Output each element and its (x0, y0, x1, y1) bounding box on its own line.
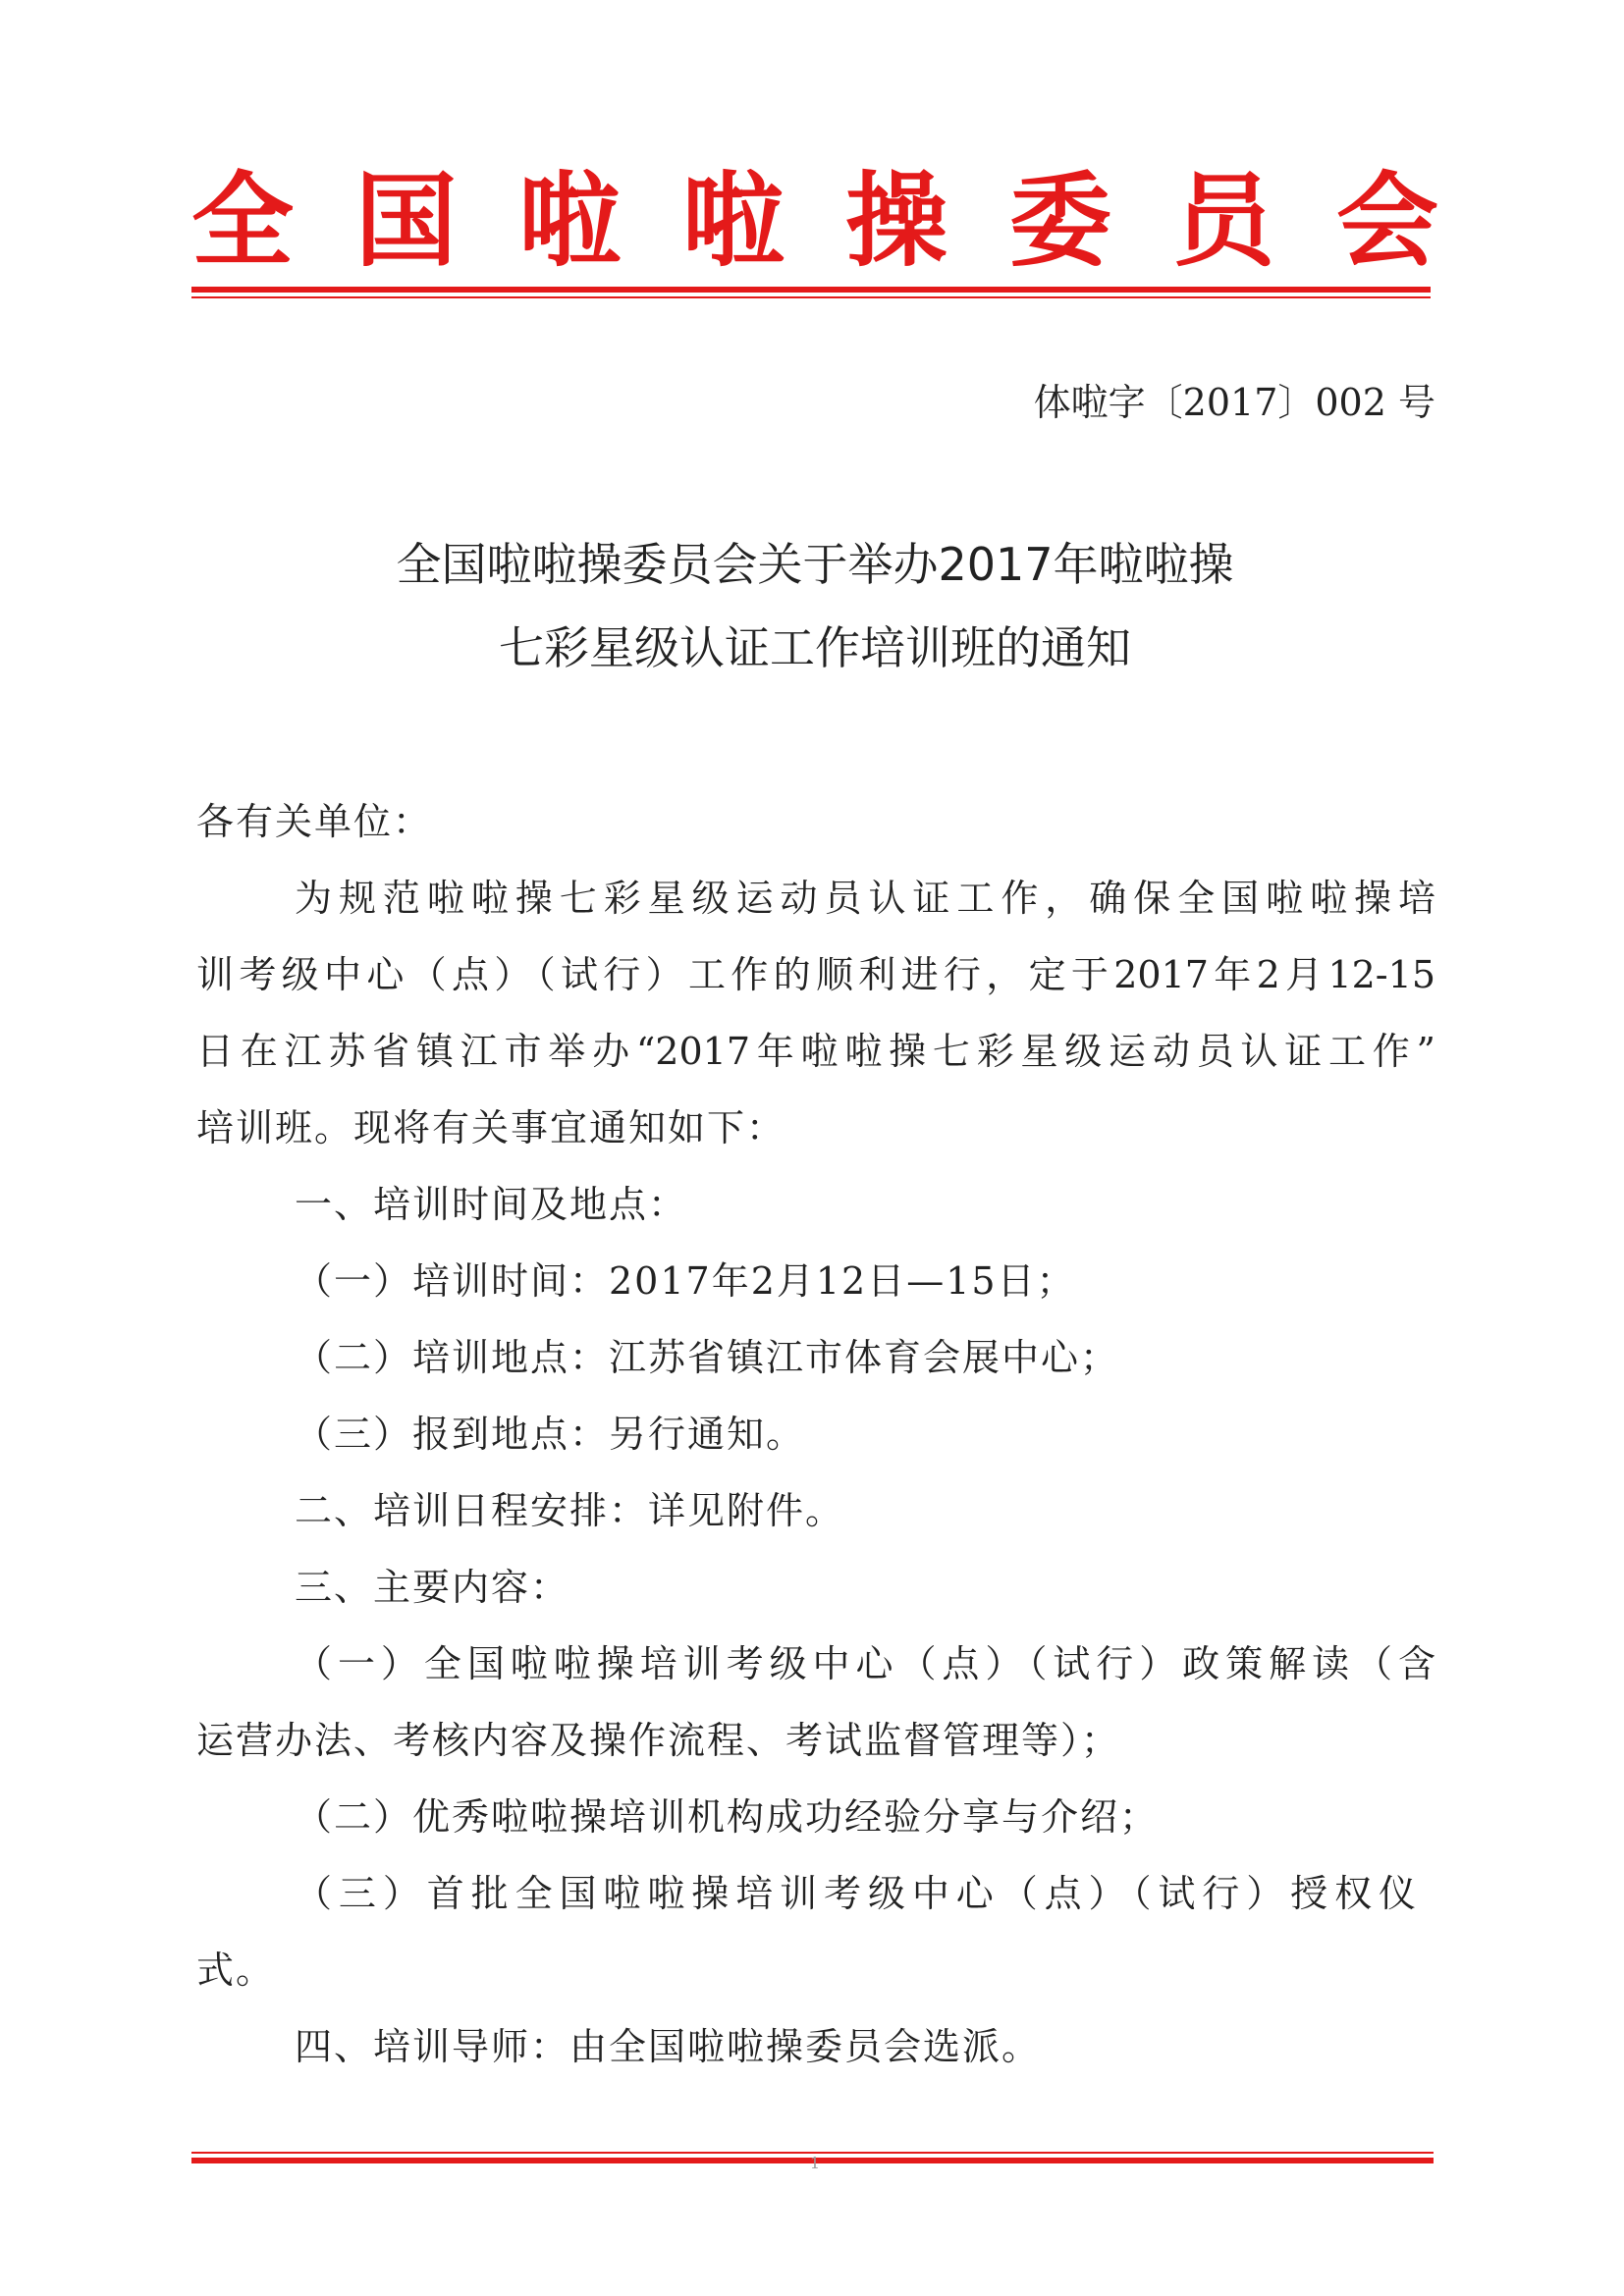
section-1-item-1: （一）培训时间：2017年2月12日—15日； (295, 1259, 1076, 1303)
document-title-line-2: 七彩星级认证工作培训班的通知 (499, 621, 1131, 674)
intro-line-4: 培训班。现将有关事宜通知如下： (196, 1106, 786, 1149)
masthead-char: 全 (191, 160, 295, 281)
header-rule-thin (191, 296, 1431, 298)
intro-line-3: 日在江苏省镇江市举办“2017年啦啦操七彩星级运动员认证工作” (196, 1030, 1435, 1073)
masthead-char: 委 (1008, 160, 1111, 281)
section-3-heading: 三、主要内容： (295, 1566, 570, 1609)
section-4-heading: 四、培训导师：由全国啦啦操委员会选派。 (295, 2025, 1042, 2068)
section-3-item-2: （二）优秀啦啦操培训机构成功经验分享与介绍； (295, 1795, 1160, 1839)
document-number: 体啦字〔2017〕002 号 (1033, 381, 1435, 424)
masthead-char: 啦 (681, 160, 785, 281)
masthead-char: 操 (845, 160, 948, 281)
salutation: 各有关单位： (196, 800, 433, 843)
section-1-item-3: （三）报到地点：另行通知。 (295, 1413, 806, 1456)
section-2-heading: 二、培训日程安排：详见附件。 (295, 1489, 845, 1532)
intro-line-2: 训考级中心（点）（试行）工作的顺利进行，定于2017年2月12-15 (196, 953, 1435, 996)
intro-line-1: 为规范啦啦操七彩星级运动员认证工作，确保全国啦啦操培 (295, 877, 1435, 920)
masthead-char: 啦 (518, 160, 622, 281)
masthead-char: 国 (354, 160, 458, 281)
page-number: 1 (809, 2154, 821, 2172)
section-1-item-2: （二）培训地点：江苏省镇江市体育会展中心； (295, 1336, 1120, 1379)
masthead-char: 员 (1172, 160, 1275, 281)
section-3-item-3-line-1: （三）首批全国啦啦操培训考级中心（点）（试行）授权仪 (295, 1872, 1416, 1915)
masthead-char: 会 (1335, 160, 1438, 281)
masthead-title (191, 162, 1438, 280)
section-1-heading: 一、培训时间及地点： (295, 1183, 688, 1226)
section-3-item-1-line-2: 运营办法、考核内容及操作流程、考试监督管理等）； (196, 1719, 1121, 1762)
header-rule-thick (191, 287, 1431, 293)
document-title-line-1: 全国啦啦操委员会关于举办2017年啦啦操 (396, 538, 1234, 591)
section-3-item-3-line-2: 式。 (196, 1949, 276, 1992)
section-3-item-1-line-1: （一）全国啦啦操培训考级中心（点）（试行）政策解读（含 (295, 1642, 1435, 1685)
